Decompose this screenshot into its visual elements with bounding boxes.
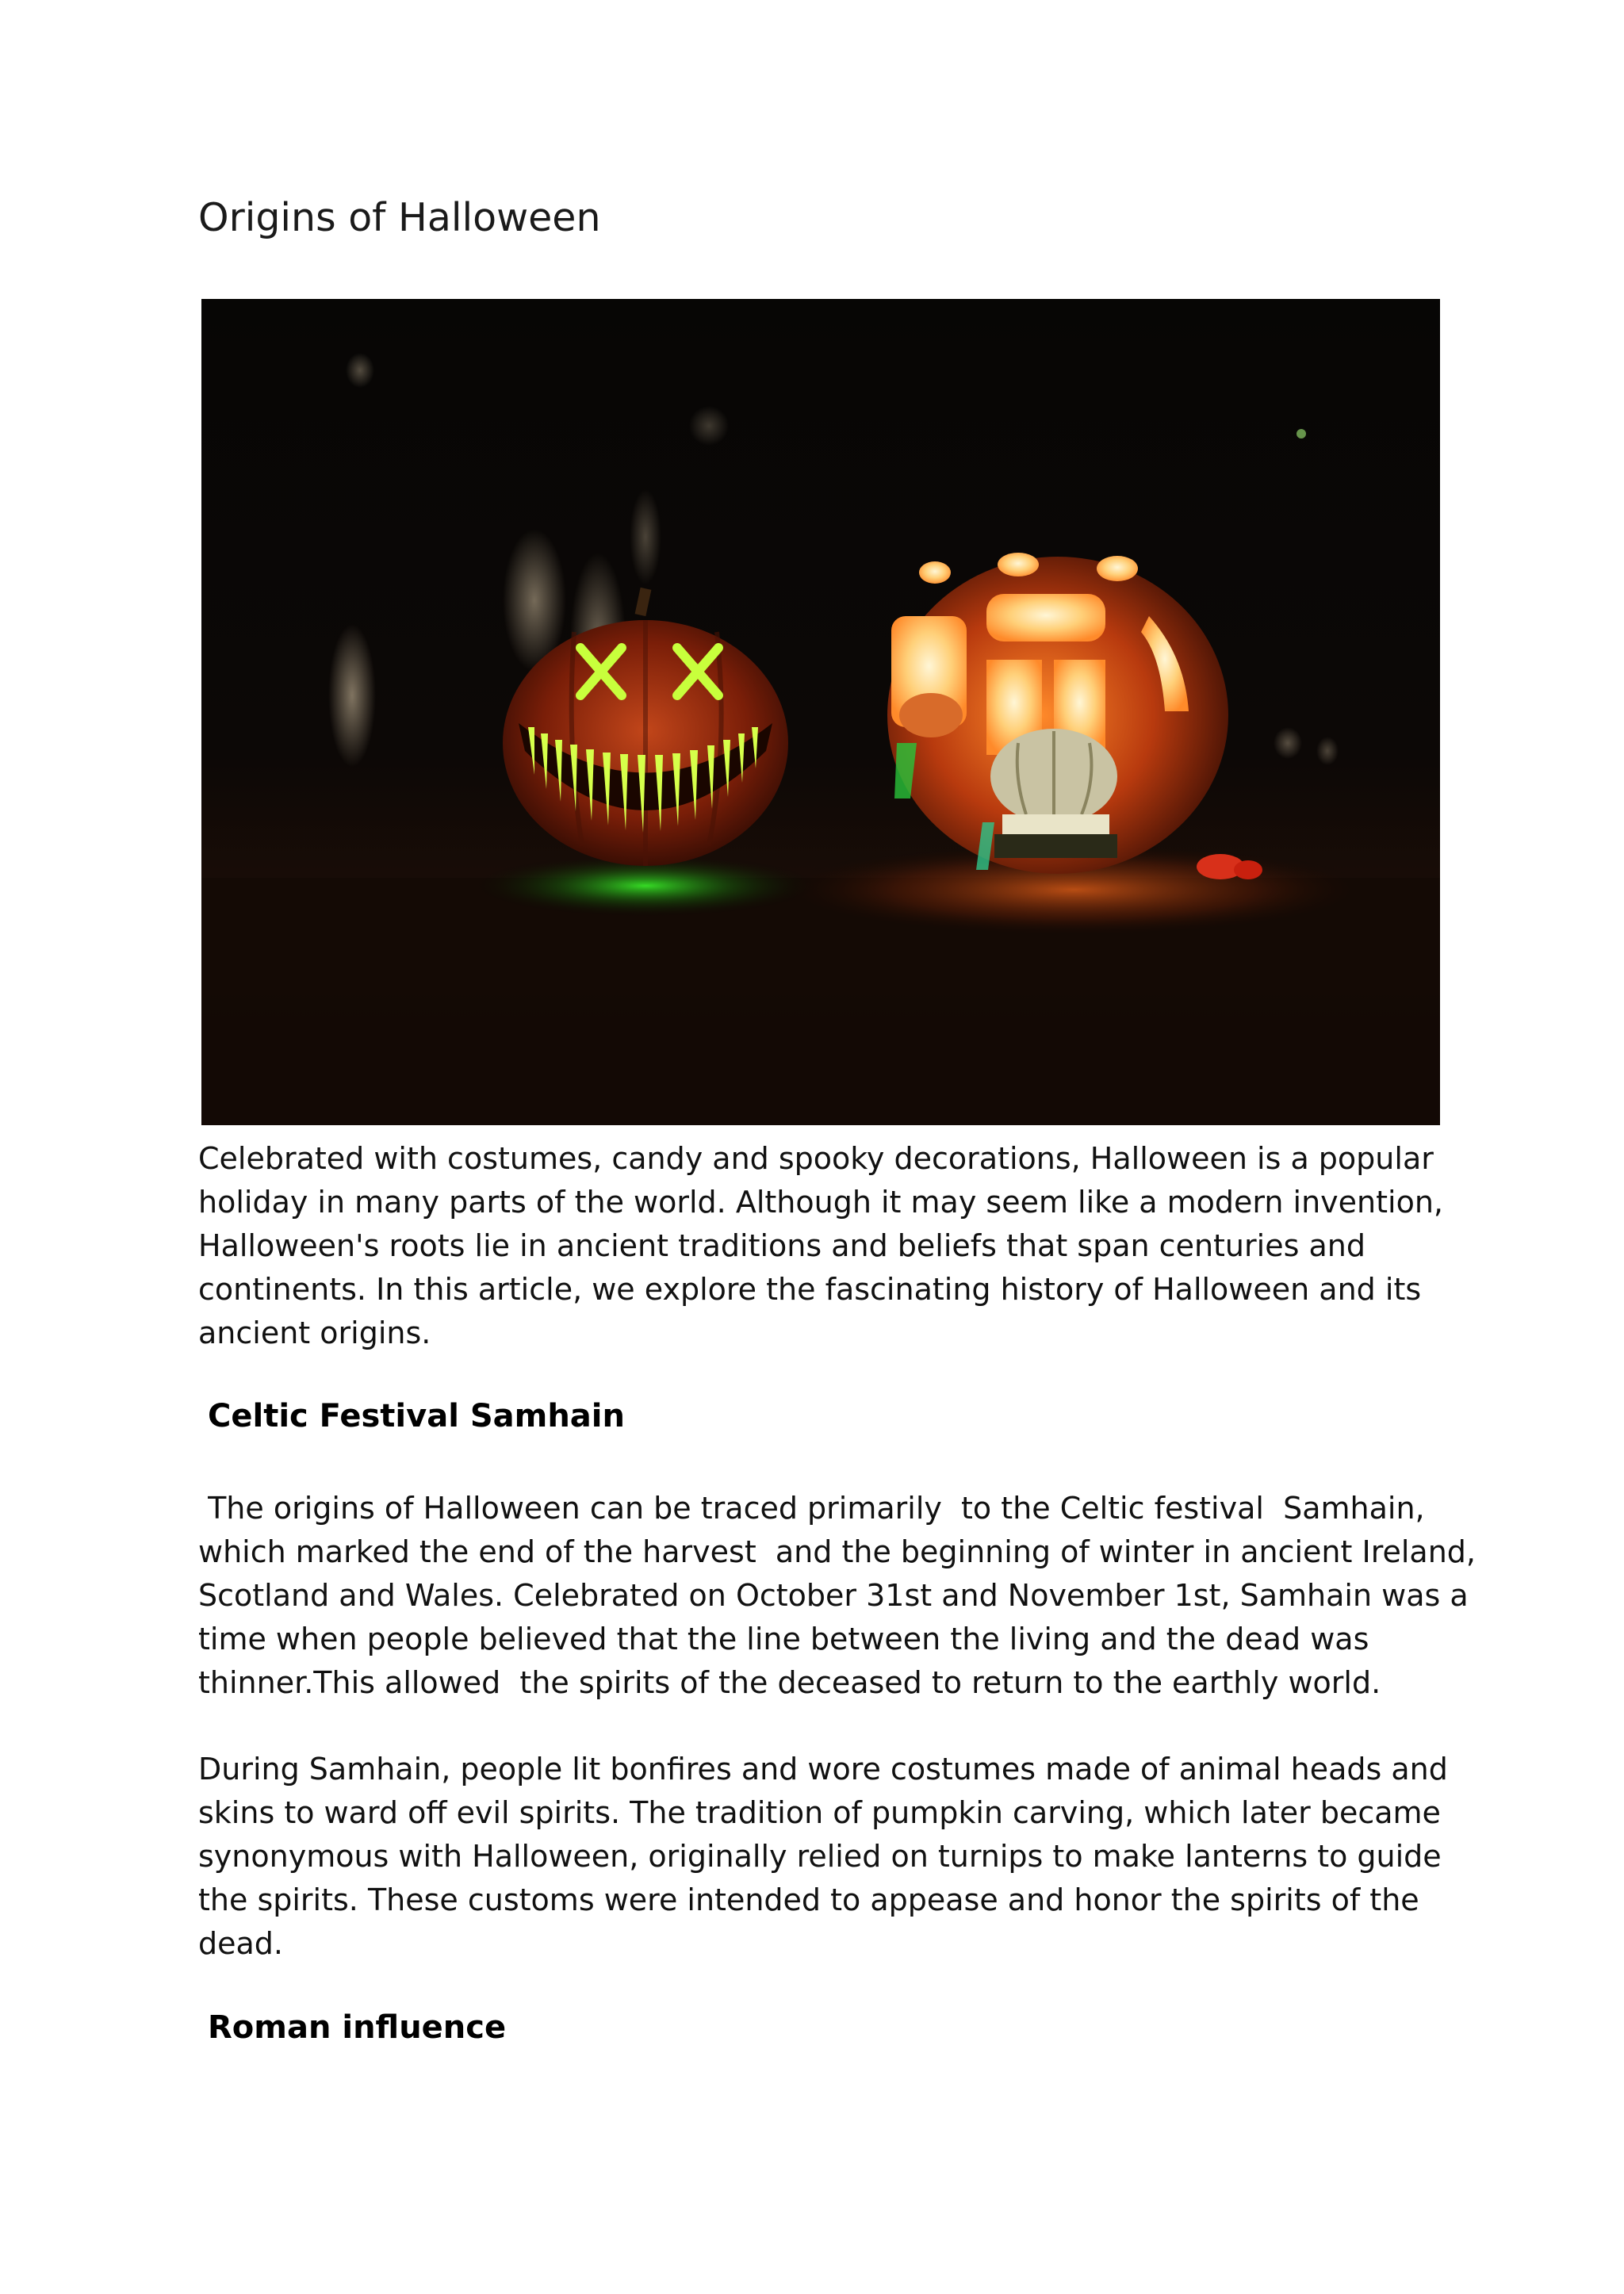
page-title: Origins of Halloween	[198, 195, 601, 240]
text-line: holiday in many parts of the world. Although it may seem like a modern invention,	[198, 1185, 1443, 1220]
text-line: The origins of Halloween can be traced primarily to the Celtic festival Samhain,	[198, 1491, 1425, 1526]
text-line: which marked the end of the harvest and the beginning of winter in ancient Ireland,	[198, 1534, 1476, 1569]
section-heading-roman-influence: Roman influence	[208, 2009, 507, 2046]
samhain-paragraph-2	[198, 1748, 1467, 1966]
intro-paragraph	[198, 1137, 1467, 1355]
text-line: dead.	[198, 1926, 283, 1961]
section-heading-celtic-festival-samhain: Celtic Festival Samhain	[208, 1398, 625, 1434]
text-line: time when people believed that the line between the living and the dead was	[198, 1622, 1369, 1656]
halloween-pumpkins-photo	[201, 299, 1440, 1125]
text-line: the spirits. These customs were intended to appease and honor the spirits of the	[198, 1882, 1419, 1917]
text-line: Halloween's roots lie in ancient traditions and beliefs that span centuries and	[198, 1228, 1365, 1263]
text-line: thinner.This allowed the spirits of the deceased to return to the earthly world.	[198, 1665, 1381, 1700]
text-line: skins to ward off evil spirits. The tradition of pumpkin carving, which later became	[198, 1795, 1441, 1830]
text-line: ancient origins.	[198, 1316, 431, 1350]
text-line: Scotland and Wales. Celebrated on October 31st and November 1st, Samhain was a	[198, 1578, 1469, 1613]
text-line: Celebrated with costumes, candy and spooky decorations, Halloween is a popular	[198, 1141, 1434, 1176]
text-line: synonymous with Halloween, originally relied on turnips to make lanterns to guide	[198, 1839, 1442, 1874]
text-line: During Samhain, people lit bonfires and wore costumes made of animal heads and	[198, 1752, 1448, 1787]
samhain-paragraph-1	[198, 1487, 1476, 1705]
text-line: continents. In this article, we explore the fascinating history of Halloween and its	[198, 1272, 1422, 1307]
